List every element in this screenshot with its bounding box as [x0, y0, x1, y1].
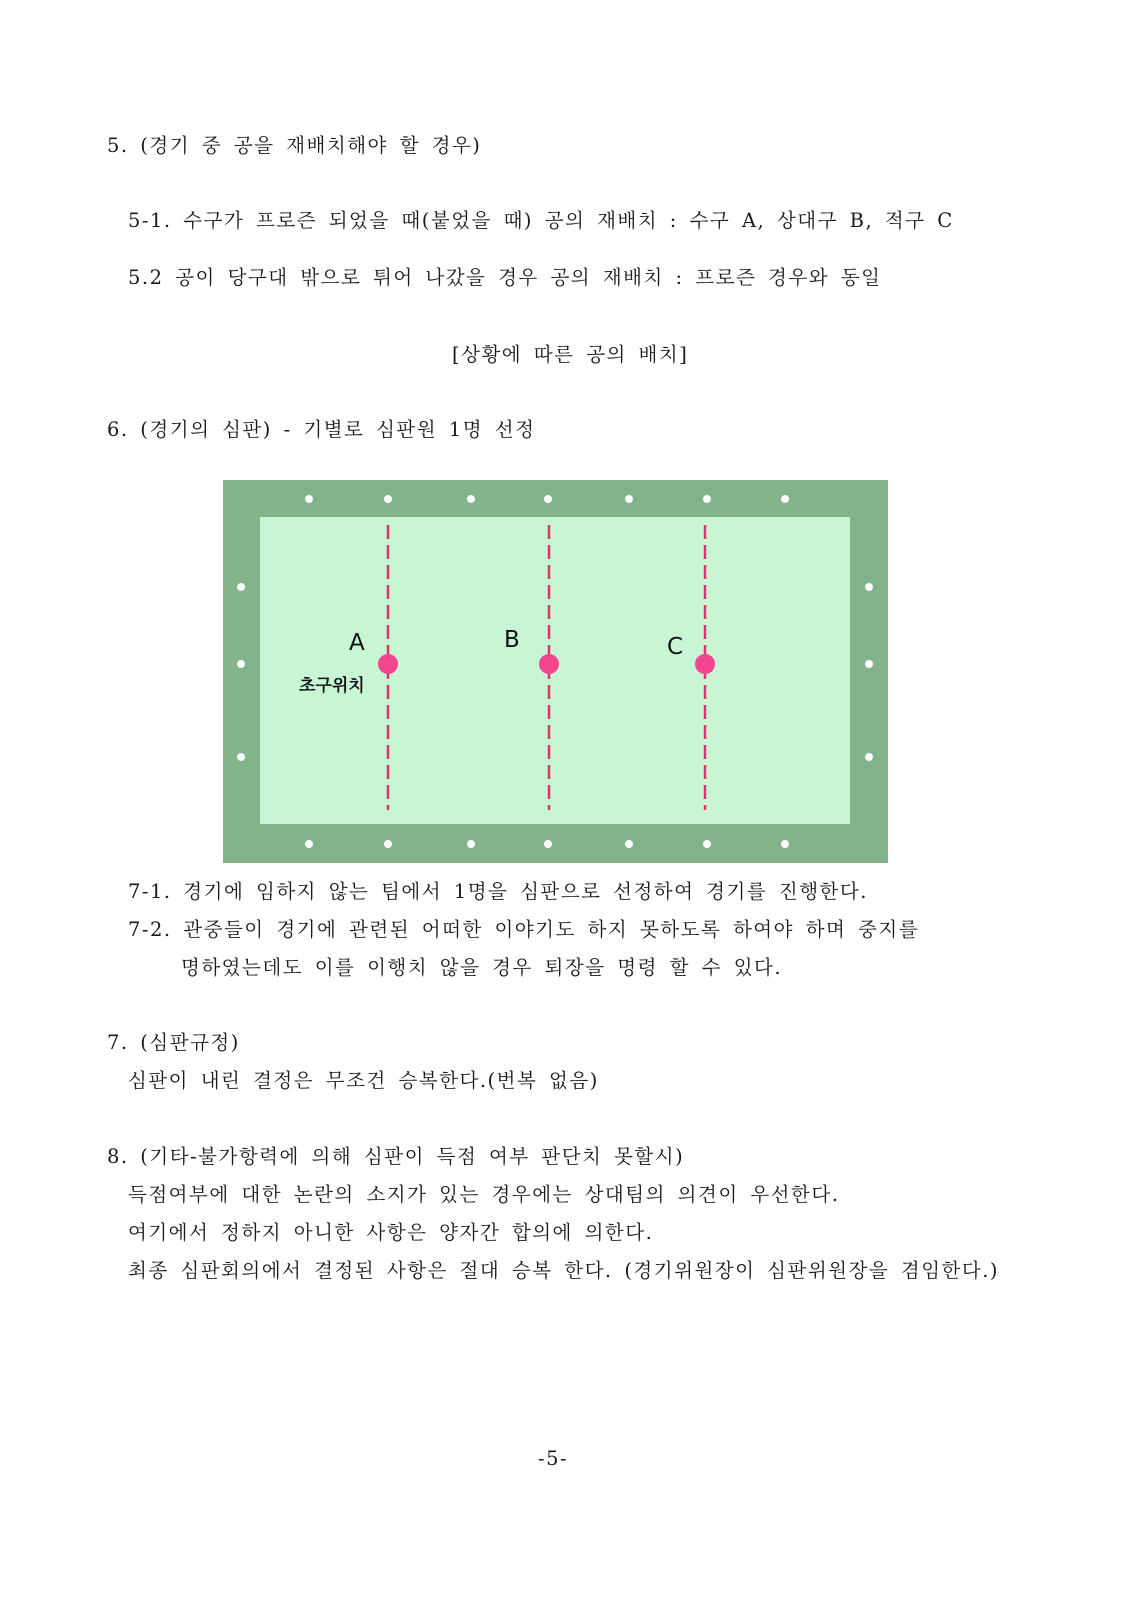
section8-heading: 8. (기타-불가항력에 의해 심판이 득점 여부 판단치 못할시): [107, 1145, 685, 1168]
diamond: [865, 753, 873, 761]
break-position-label: 초구위치: [299, 676, 365, 696]
diamond: [703, 495, 711, 503]
section7-body: 심판이 내린 결정은 무조건 승복한다.(번복 없음): [128, 1069, 599, 1092]
section7-item2-line2: 명하였는데도 이를 이행치 않을 경우 퇴장을 명령 할 수 있다.: [181, 956, 783, 979]
diamond: [544, 495, 552, 503]
diamond: [305, 495, 313, 503]
diamond: [544, 840, 552, 848]
page-number: -5-: [538, 1447, 569, 1470]
ball-a: [378, 654, 398, 674]
diamond: [305, 840, 313, 848]
billiard-table-diagram: [223, 480, 888, 863]
diamond: [703, 840, 711, 848]
diamond: [865, 583, 873, 591]
ball-b: [539, 654, 559, 674]
diamond: [237, 583, 245, 591]
ball-label-a: A: [349, 630, 365, 656]
diamond: [237, 660, 245, 668]
diamond: [781, 495, 789, 503]
section7-heading: 7. (심판규정): [107, 1031, 240, 1054]
section7-item1: 7-1. 경기에 임하지 않는 팀에서 1명을 심판으로 선정하여 경기를 진행한다.: [128, 880, 868, 903]
ball-label-b: B: [504, 627, 520, 653]
diamond: [467, 495, 475, 503]
ball-c: [695, 654, 715, 674]
diamond: [865, 660, 873, 668]
diamond: [237, 753, 245, 761]
section8-line3: 최종 심판회의에서 결정된 사항은 절대 승복 한다. (경기위원장이 심판위원장을 겸임한다.): [128, 1259, 1000, 1282]
diamond: [625, 495, 633, 503]
figure-caption: [상황에 따른 공의 배치]: [452, 343, 689, 366]
diamond: [467, 840, 475, 848]
section6-heading: 6. (경기의 심판) - 기별로 심판원 1명 선정: [107, 418, 536, 441]
section5-item1: 5-1. 수구가 프로즌 되었을 때(붙었을 때) 공의 재배치 : 수구 A, 상대구 B, 적구 C: [128, 209, 954, 232]
section8-line2: 여기에서 정하지 아니한 사항은 양자간 합의에 의한다.: [128, 1221, 654, 1244]
ball-label-c: C: [667, 634, 684, 660]
section8-line1: 득점여부에 대한 논란의 소지가 있는 경우에는 상대팀의 의견이 우선한다.: [128, 1183, 840, 1206]
diamond: [781, 840, 789, 848]
diamond: [625, 840, 633, 848]
diamond: [384, 495, 392, 503]
diamond: [384, 840, 392, 848]
section5-heading: 5. (경기 중 공을 재배치해야 할 경우): [107, 134, 482, 157]
section7-item2-line1: 7-2. 관중들이 경기에 관련된 어떠한 이야기도 하지 못하도록 하여야 하며 중지를: [128, 918, 920, 941]
section5-item2: 5.2 공이 당구대 밖으로 튀어 나갔을 경우 공의 재배치 : 프로즌 경우와 동일: [128, 266, 882, 289]
